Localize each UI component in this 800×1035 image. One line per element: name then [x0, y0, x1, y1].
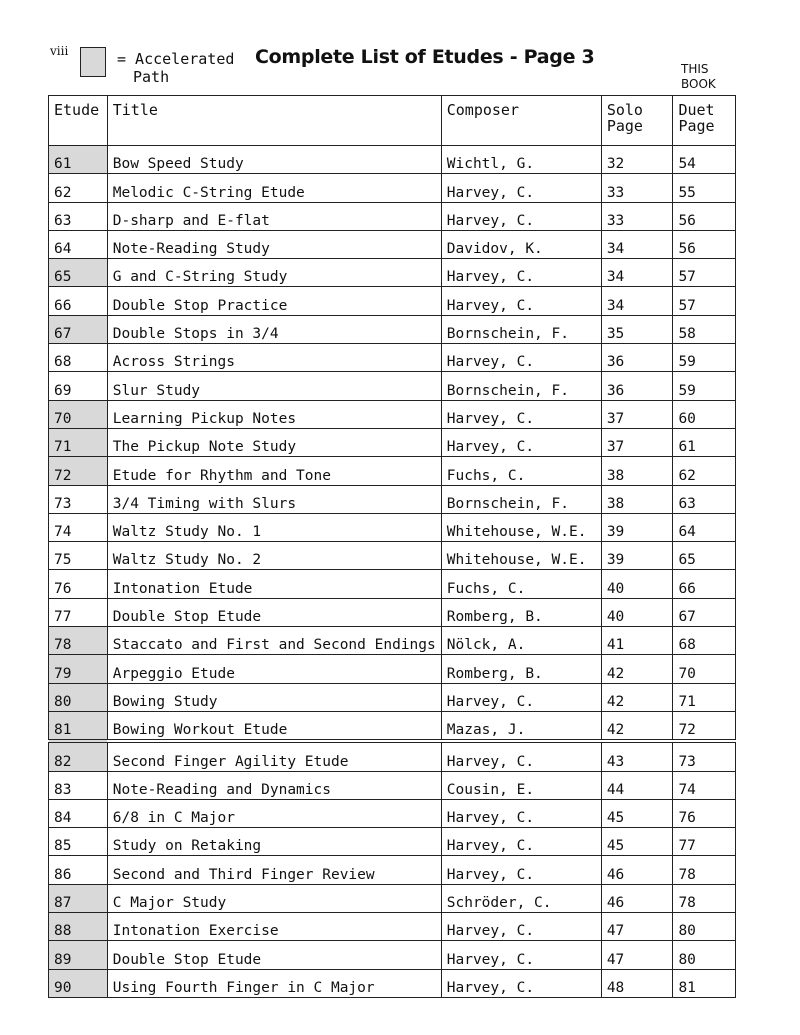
etude-number-cell: 67 — [49, 315, 108, 343]
composer-cell: Harvey, C. — [441, 741, 601, 771]
etude-number-cell: 76 — [49, 570, 108, 598]
duet-page-cell: 59 — [673, 344, 736, 372]
solo-page-cell: 46 — [601, 884, 673, 912]
duet-page-cell: 73 — [673, 741, 736, 771]
accelerated-legend-swatch — [80, 47, 106, 77]
composer-cell: Harvey, C. — [441, 913, 601, 941]
etude-number-cell: 82 — [49, 741, 108, 771]
etude-title-cell: Etude for Rhythm and Tone — [107, 457, 441, 485]
composer-cell: Whitehouse, W.E. — [441, 513, 601, 541]
etude-number-cell: 73 — [49, 485, 108, 513]
solo-page-cell: 33 — [601, 174, 673, 202]
duet-page-cell: 59 — [673, 372, 736, 400]
composer-cell: Davidov, K. — [441, 230, 601, 258]
etude-number-cell: 88 — [49, 913, 108, 941]
table-header-row — [49, 96, 736, 146]
table-row — [49, 941, 736, 969]
duet-page-cell: 65 — [673, 542, 736, 570]
table-row — [49, 741, 736, 771]
etude-number-cell: 81 — [49, 711, 108, 741]
this-book-line-1: THIS — [681, 62, 709, 76]
table-row — [49, 287, 736, 315]
composer-cell: Harvey, C. — [441, 799, 601, 827]
composer-cell: Harvey, C. — [441, 259, 601, 287]
composer-cell: Schröder, C. — [441, 884, 601, 912]
etude-number-cell: 86 — [49, 856, 108, 884]
etude-title-cell: The Pickup Note Study — [107, 428, 441, 456]
etude-title-cell: Double Stop Practice — [107, 287, 441, 315]
table-row — [49, 457, 736, 485]
etude-number-cell: 71 — [49, 428, 108, 456]
duet-page-cell: 72 — [673, 711, 736, 741]
duet-page-cell: 77 — [673, 828, 736, 856]
table-row — [49, 513, 736, 541]
etude-title-cell: Waltz Study No. 2 — [107, 542, 441, 570]
etude-title-cell: Using Fourth Finger in C Major — [107, 969, 441, 997]
etude-title-cell: 6/8 in C Major — [107, 799, 441, 827]
duet-page-cell: 81 — [673, 969, 736, 997]
solo-page-cell: 38 — [601, 457, 673, 485]
etude-number-cell: 65 — [49, 259, 108, 287]
etude-title-cell: Staccato and First and Second Endings — [107, 627, 441, 655]
duet-page-cell: 68 — [673, 627, 736, 655]
etude-title-cell: Bowing Study — [107, 683, 441, 711]
duet-page-cell: 58 — [673, 315, 736, 343]
etude-title-cell: Waltz Study No. 1 — [107, 513, 441, 541]
duet-page-cell: 67 — [673, 598, 736, 626]
table-row — [49, 344, 736, 372]
duet-page-cell: 64 — [673, 513, 736, 541]
this-book-line-2: BOOK — [681, 77, 716, 91]
solo-page-cell: 37 — [601, 400, 673, 428]
header-etude: Etude — [49, 96, 108, 146]
header-duet-line-1: Duet — [678, 101, 715, 119]
etude-number-cell: 69 — [49, 372, 108, 400]
composer-cell: Harvey, C. — [441, 202, 601, 230]
solo-page-cell: 42 — [601, 683, 673, 711]
duet-page-cell: 71 — [673, 683, 736, 711]
etude-number-cell: 63 — [49, 202, 108, 230]
solo-page-cell: 46 — [601, 856, 673, 884]
solo-page-cell: 45 — [601, 828, 673, 856]
etude-title-cell: Note-Reading Study — [107, 230, 441, 258]
etude-title-cell: Arpeggio Etude — [107, 655, 441, 683]
duet-page-cell: 76 — [673, 799, 736, 827]
etude-number-cell: 85 — [49, 828, 108, 856]
header-composer: Composer — [441, 96, 601, 146]
etude-title-cell: Double Stops in 3/4 — [107, 315, 441, 343]
solo-page-cell: 45 — [601, 799, 673, 827]
etude-title-cell: Double Stop Etude — [107, 598, 441, 626]
header-title: Title — [107, 96, 441, 146]
composer-cell: Harvey, C. — [441, 683, 601, 711]
table-row — [49, 428, 736, 456]
table-row — [49, 711, 736, 741]
etude-number-cell: 84 — [49, 799, 108, 827]
table-row — [49, 202, 736, 230]
composer-cell: Harvey, C. — [441, 400, 601, 428]
etude-title-cell: Second and Third Finger Review — [107, 856, 441, 884]
table-row — [49, 771, 736, 799]
table-row — [49, 627, 736, 655]
solo-page-cell: 44 — [601, 771, 673, 799]
table-row — [49, 969, 736, 997]
table-row — [49, 259, 736, 287]
duet-page-cell: 80 — [673, 913, 736, 941]
etude-number-cell: 79 — [49, 655, 108, 683]
etude-title-cell: Slur Study — [107, 372, 441, 400]
table-row — [49, 400, 736, 428]
solo-page-cell: 40 — [601, 570, 673, 598]
etude-title-cell: Bowing Workout Etude — [107, 711, 441, 741]
header-solo-line-1: Solo — [606, 101, 643, 119]
table-row — [49, 315, 736, 343]
composer-cell: Nölck, A. — [441, 627, 601, 655]
composer-cell: Harvey, C. — [441, 174, 601, 202]
etude-number-cell: 77 — [49, 598, 108, 626]
table-row — [49, 913, 736, 941]
composer-cell: Harvey, C. — [441, 344, 601, 372]
composer-cell: Fuchs, C. — [441, 570, 601, 598]
solo-page-cell: 34 — [601, 259, 673, 287]
etude-number-cell: 70 — [49, 400, 108, 428]
accelerated-legend-label — [117, 50, 234, 86]
solo-page-cell: 39 — [601, 513, 673, 541]
etude-number-cell: 78 — [49, 627, 108, 655]
composer-cell: Harvey, C. — [441, 428, 601, 456]
table-row — [49, 570, 736, 598]
etude-title-cell: Across Strings — [107, 344, 441, 372]
etude-number-cell: 62 — [49, 174, 108, 202]
solo-page-cell: 38 — [601, 485, 673, 513]
duet-page-cell: 78 — [673, 884, 736, 912]
etude-number-cell: 83 — [49, 771, 108, 799]
etude-title-cell: C Major Study — [107, 884, 441, 912]
solo-page-cell: 42 — [601, 655, 673, 683]
etude-number-cell: 72 — [49, 457, 108, 485]
composer-cell: Romberg, B. — [441, 598, 601, 626]
etude-title-cell: Second Finger Agility Etude — [107, 741, 441, 771]
duet-page-cell: 55 — [673, 174, 736, 202]
etude-number-cell: 89 — [49, 941, 108, 969]
table-row — [49, 799, 736, 827]
etude-title-cell: Study on Retaking — [107, 828, 441, 856]
composer-cell: Wichtl, G. — [441, 146, 601, 174]
composer-cell: Harvey, C. — [441, 287, 601, 315]
solo-page-cell: 33 — [601, 202, 673, 230]
table-row — [49, 856, 736, 884]
composer-cell: Harvey, C. — [441, 828, 601, 856]
etude-number-cell: 75 — [49, 542, 108, 570]
etude-title-cell: Intonation Exercise — [107, 913, 441, 941]
duet-page-cell: 57 — [673, 259, 736, 287]
solo-page-cell: 48 — [601, 969, 673, 997]
duet-page-cell: 62 — [673, 457, 736, 485]
solo-page-cell: 47 — [601, 941, 673, 969]
table-row — [49, 230, 736, 258]
etude-number-cell: 64 — [49, 230, 108, 258]
composer-cell: Fuchs, C. — [441, 457, 601, 485]
header-solo-line-2: Page — [606, 117, 643, 135]
etude-number-cell: 74 — [49, 513, 108, 541]
header-solo-page — [601, 96, 673, 146]
table-row — [49, 655, 736, 683]
duet-page-cell: 66 — [673, 570, 736, 598]
duet-page-cell: 60 — [673, 400, 736, 428]
duet-page-cell: 61 — [673, 428, 736, 456]
etude-title-cell: D-sharp and E-flat — [107, 202, 441, 230]
composer-cell: Harvey, C. — [441, 969, 601, 997]
header-duet-page — [673, 96, 736, 146]
duet-page-cell: 63 — [673, 485, 736, 513]
solo-page-cell: 39 — [601, 542, 673, 570]
duet-page-cell: 56 — [673, 202, 736, 230]
etude-title-cell: Note-Reading and Dynamics — [107, 771, 441, 799]
table-row — [49, 542, 736, 570]
duet-page-cell: 80 — [673, 941, 736, 969]
composer-cell: Mazas, J. — [441, 711, 601, 741]
solo-page-cell: 36 — [601, 344, 673, 372]
legend-line-1: = Accelerated — [117, 50, 235, 68]
table-row — [49, 174, 736, 202]
solo-page-cell: 37 — [601, 428, 673, 456]
solo-page-cell: 41 — [601, 627, 673, 655]
composer-cell: Harvey, C. — [441, 941, 601, 969]
etude-title-cell: Learning Pickup Notes — [107, 400, 441, 428]
duet-page-cell: 74 — [673, 771, 736, 799]
composer-cell: Bornschein, F. — [441, 315, 601, 343]
etude-number-cell: 66 — [49, 287, 108, 315]
etude-number-cell: 90 — [49, 969, 108, 997]
etude-title-cell: G and C-String Study — [107, 259, 441, 287]
duet-page-cell: 54 — [673, 146, 736, 174]
composer-cell: Romberg, B. — [441, 655, 601, 683]
etude-number-cell: 80 — [49, 683, 108, 711]
table-row — [49, 146, 736, 174]
table-row — [49, 485, 736, 513]
composer-cell: Bornschein, F. — [441, 372, 601, 400]
solo-page-cell: 47 — [601, 913, 673, 941]
solo-page-cell: 34 — [601, 230, 673, 258]
table-row — [49, 683, 736, 711]
composer-cell: Cousin, E. — [441, 771, 601, 799]
table-row — [49, 372, 736, 400]
etude-number-cell: 68 — [49, 344, 108, 372]
solo-page-cell: 36 — [601, 372, 673, 400]
legend-line-2: Path — [133, 68, 170, 86]
etude-number-cell: 61 — [49, 146, 108, 174]
page-number: viii — [50, 44, 69, 58]
composer-cell: Bornschein, F. — [441, 485, 601, 513]
etude-title-cell: Double Stop Etude — [107, 941, 441, 969]
solo-page-cell: 43 — [601, 741, 673, 771]
etude-title-cell: 3/4 Timing with Slurs — [107, 485, 441, 513]
etude-title-cell: Intonation Etude — [107, 570, 441, 598]
etude-title-cell: Melodic C-String Etude — [107, 174, 441, 202]
table-row — [49, 828, 736, 856]
table-body — [49, 146, 736, 998]
composer-cell: Harvey, C. — [441, 856, 601, 884]
etude-table — [48, 95, 736, 998]
duet-page-cell: 57 — [673, 287, 736, 315]
table-row — [49, 598, 736, 626]
composer-cell: Whitehouse, W.E. — [441, 542, 601, 570]
solo-page-cell: 35 — [601, 315, 673, 343]
solo-page-cell: 32 — [601, 146, 673, 174]
etude-number-cell: 87 — [49, 884, 108, 912]
table-row — [49, 884, 736, 912]
page-title: Complete List of Etudes - Page 3 — [255, 46, 595, 68]
header-duet-line-2: Page — [678, 117, 715, 135]
this-book-label — [681, 62, 716, 92]
solo-page-cell: 40 — [601, 598, 673, 626]
duet-page-cell: 56 — [673, 230, 736, 258]
duet-page-cell: 78 — [673, 856, 736, 884]
etude-title-cell: Bow Speed Study — [107, 146, 441, 174]
solo-page-cell: 34 — [601, 287, 673, 315]
solo-page-cell: 42 — [601, 711, 673, 741]
duet-page-cell: 70 — [673, 655, 736, 683]
